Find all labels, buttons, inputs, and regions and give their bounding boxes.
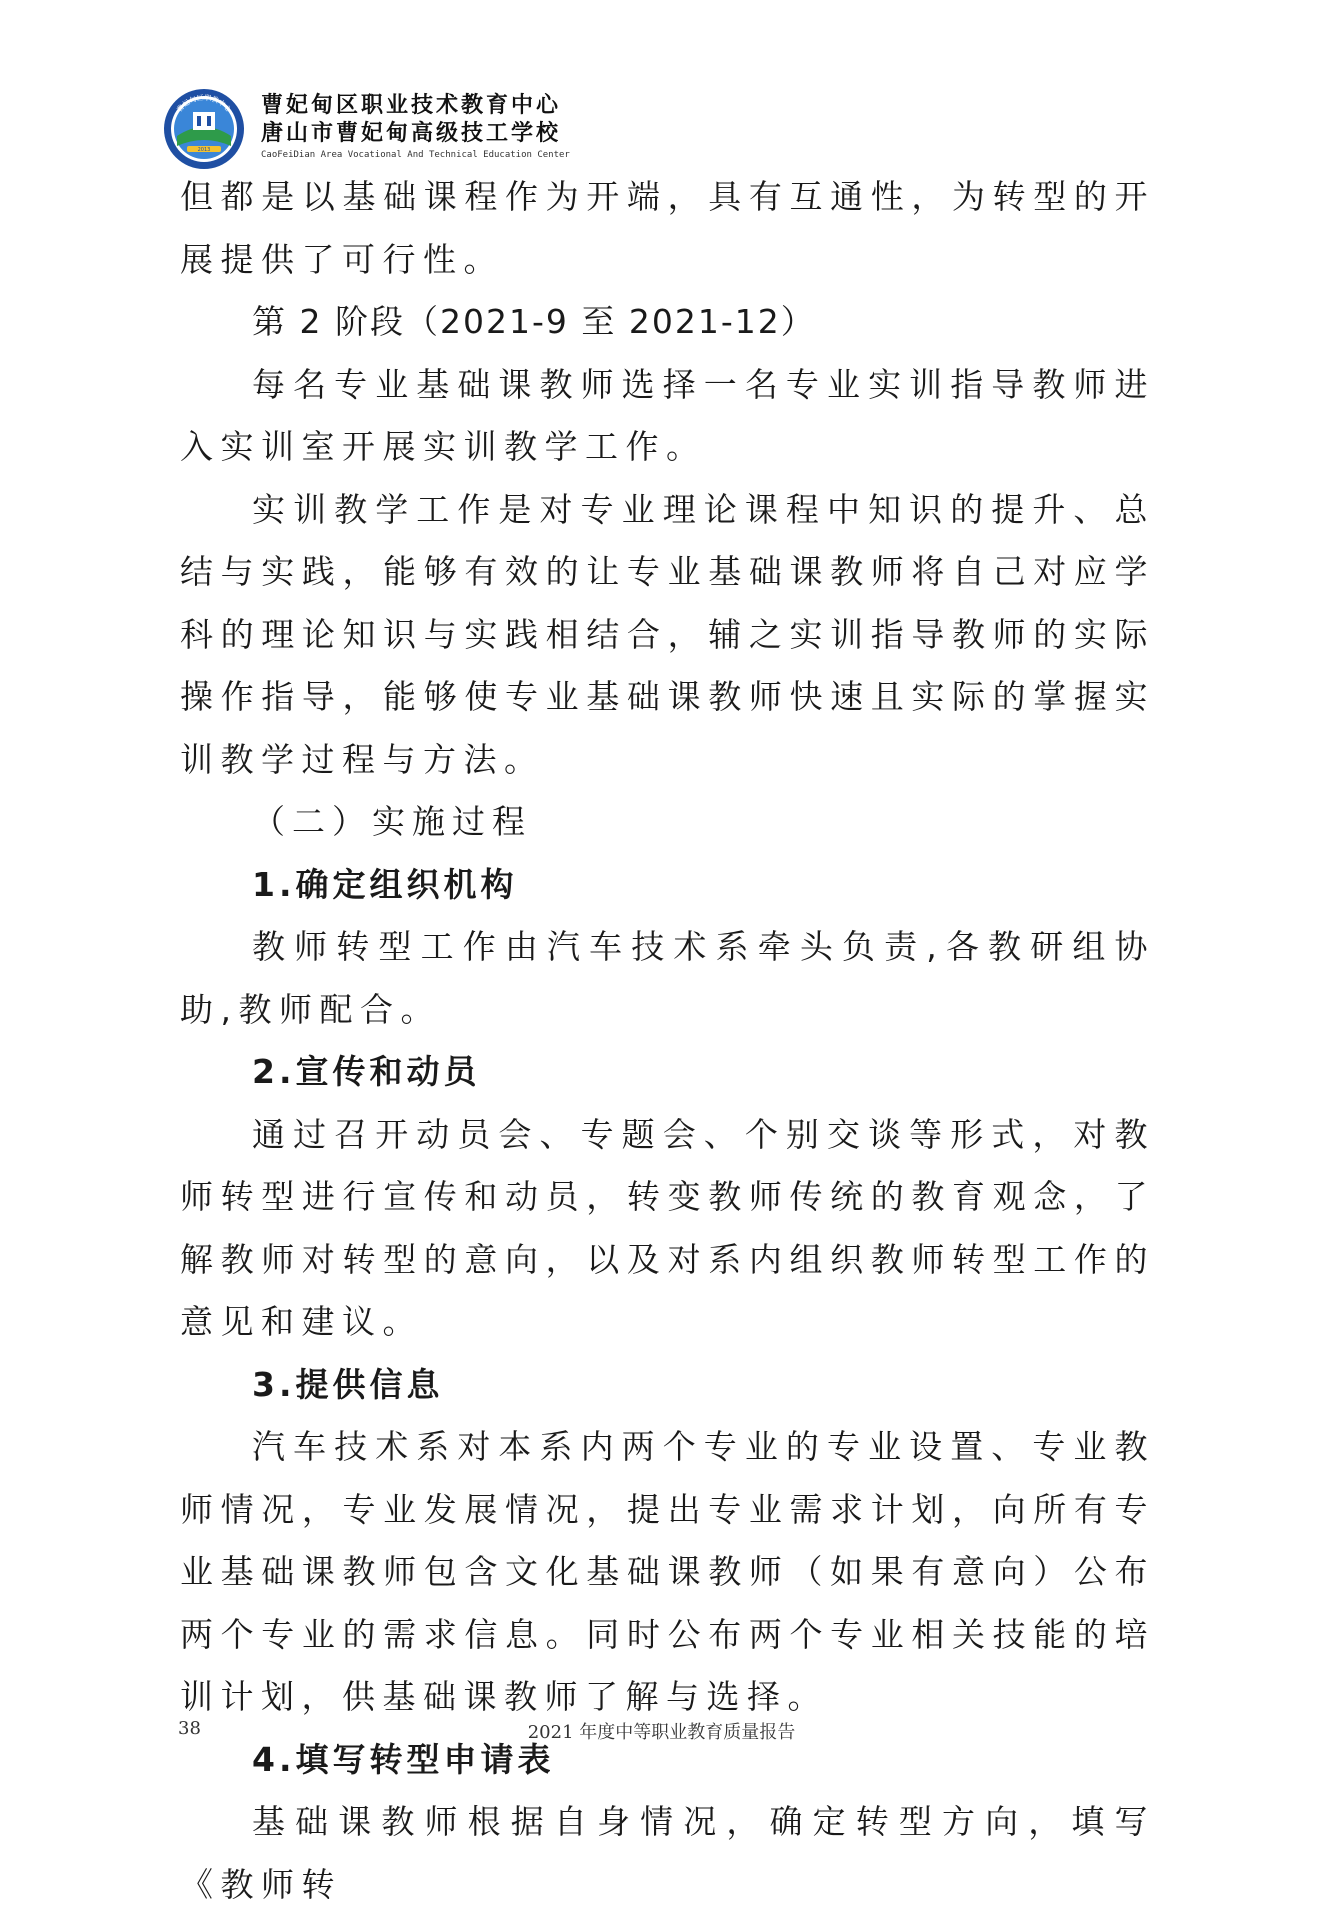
paragraph-information: 汽车技术系对本系内两个专业的专业设置、专业教师情况，专业发展情况，提出专业需求计划，向所有专业基础课教师包含文化基础课教师（如果有意向）公布两个专业的需求信息。同时公布两个专业相关技能的培训计划，供基础课教师了解与选择。: [180, 1427, 1155, 1716]
paragraph-stage-2: 每名专业基础课教师选择一名专业实训指导教师进入实训室开展实训教学工作。: [180, 364, 1155, 466]
paragraph-continued: 但都是以基础课程作为开端，具有互通性，为转型的开展提供了可行性。: [180, 177, 1155, 279]
page-footer: [0, 1718, 1323, 1748]
paragraph-organization: 教师转型工作由汽车技术系牵头负责,各教研组协助,教师配合。: [180, 927, 1155, 1029]
paragraph-publicity: 通过召开动员会、专题会、个别交谈等形式，对教师转型进行宣传和动员，转变教师传统的教育观念，了解教师对转型的意向，以及对系内组织教师转型工作的意见和建议。: [180, 1114, 1155, 1341]
section-heading-implementation: （二）实施过程: [252, 802, 532, 841]
header-school-name-2: 唐山市曹妃甸高级技工学校: [261, 121, 562, 146]
heading-application-form: 4.填写转型申请表: [252, 1739, 555, 1779]
report-title: 2021 年度中等职业教育质量报告: [527, 1722, 796, 1743]
header-school-name-1: 曹妃甸区职业技术教育中心: [261, 93, 562, 118]
header-text-block: [261, 92, 570, 162]
logo-year: 2013: [197, 147, 211, 153]
heading-information: 3.提供信息: [252, 1364, 444, 1404]
paragraph-training-work: 实训教学工作是对专业理论课程中知识的提升、总结与实践，能够有效的让专业基础课教师将自己对应学科的理论知识与实践相结合，辅之实训指导教师的实际操作指导，能够使专业基础课教师快速且实际的掌握实训教学过程与方法。: [180, 489, 1155, 779]
heading-publicity: 2.宣传和动员: [252, 1052, 481, 1091]
header-english-name: CaoFeiDian Area Vocational And Technical Education Center: [261, 150, 570, 160]
page-number: 38: [178, 1718, 201, 1739]
logo-ring-text: 曹妃甸区职教中心: [175, 93, 233, 114]
page-body: [180, 166, 1155, 1916]
stage-2-heading: 第 2 阶段（2021-9 至 2021-12）: [252, 302, 816, 341]
heading-organization: 1.确定组织机构: [252, 864, 518, 904]
document-header: [163, 88, 763, 170]
paragraph-application-form: 基础课教师根据自身情况，确定转型方向，填写《教师转: [180, 1802, 1155, 1904]
school-emblem-icon: [163, 88, 245, 170]
